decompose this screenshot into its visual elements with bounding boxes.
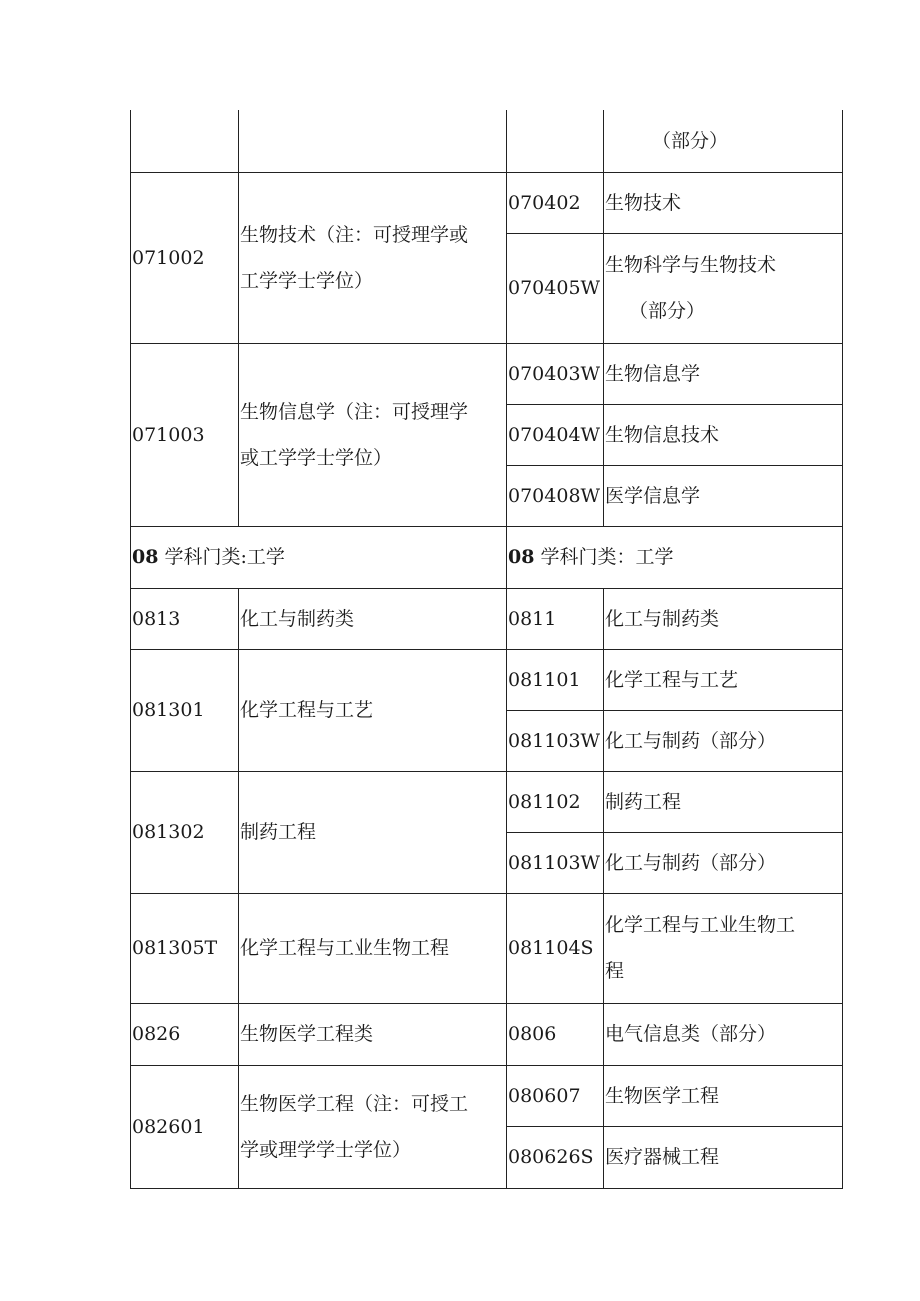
new-code-cell: 071003 [131, 343, 239, 526]
old-code-cell: 070405W [507, 233, 604, 343]
new-name-line: 工学学士学位） [240, 269, 374, 292]
new-name-line: 学或理学学士学位） [240, 1138, 412, 1161]
new-name-cell [239, 172, 507, 343]
new-name-line: 生物医学工程（注：可授工 [240, 1092, 469, 1115]
new-category-cell [131, 526, 507, 588]
old-name-cell [604, 893, 843, 1003]
new-name-line: 或工学学士学位） [240, 446, 393, 469]
old-name-cell: 生物医学工程 [604, 1065, 843, 1126]
table-row [131, 588, 843, 649]
old-name-cell [604, 233, 843, 343]
old-code-cell: 080626S [507, 1126, 604, 1188]
old-code-cell: 080607 [507, 1065, 604, 1126]
old-name-cell: 生物技术 [604, 172, 843, 233]
new-code-cell [131, 110, 239, 172]
new-code-cell: 0813 [131, 588, 239, 649]
old-code-cell: 081103W [507, 710, 604, 771]
new-code-cell: 082601 [131, 1065, 239, 1188]
table-row [131, 649, 843, 710]
table-row [131, 110, 843, 172]
new-code-cell: 081302 [131, 771, 239, 893]
new-name-cell: 化学工程与工艺 [239, 649, 507, 771]
table-row [131, 1065, 843, 1126]
old-code-cell: 0806 [507, 1003, 604, 1065]
category-label: 学科门类：工学 [540, 546, 674, 568]
category-code: 08 [132, 546, 159, 568]
new-name-cell [239, 1065, 507, 1188]
new-name-cell: 化工与制药类 [239, 588, 507, 649]
new-name-line: 生物技术（注：可授理学或 [240, 223, 469, 246]
new-code-cell: 081305T [131, 893, 239, 1003]
old-name-cell [604, 110, 843, 172]
old-name-cell: 医疗器械工程 [604, 1126, 843, 1188]
old-code-cell: 0811 [507, 588, 604, 649]
new-name-cell [239, 343, 507, 526]
new-name-cell: 制药工程 [239, 771, 507, 893]
old-name-line: 化学工程与工业生物工 [605, 914, 796, 936]
old-name-cell: 电气信息类（部分） [604, 1003, 843, 1065]
old-name-line: （部分） [629, 300, 706, 322]
new-name-cell: 化学工程与工业生物工程 [239, 893, 507, 1003]
old-code-cell: 081102 [507, 771, 604, 832]
table-row [131, 172, 843, 233]
old-name-line: 生物科学与生物技术 [605, 254, 777, 276]
old-name-text: （部分） [652, 129, 729, 152]
table-row [131, 893, 843, 1003]
table-row [131, 343, 843, 404]
old-name-line: 程 [605, 960, 625, 982]
old-name-cell: 制药工程 [604, 771, 843, 832]
old-code-cell [507, 110, 604, 172]
new-name-cell: 生物医学工程类 [239, 1003, 507, 1065]
new-code-cell: 071002 [131, 172, 239, 343]
old-code-cell: 070404W [507, 404, 604, 465]
category-code: 08 [508, 546, 535, 568]
major-mapping-table [130, 110, 843, 1189]
category-label: 学科门类:工学 [164, 546, 285, 568]
old-code-cell: 070402 [507, 172, 604, 233]
old-name-cell: 化工与制药（部分） [604, 710, 843, 771]
old-name-cell: 化工与制药类 [604, 588, 843, 649]
old-name-cell: 生物信息技术 [604, 404, 843, 465]
old-code-cell: 070408W [507, 465, 604, 526]
old-category-cell [507, 526, 843, 588]
table-row [131, 1003, 843, 1065]
old-code-cell: 081101 [507, 649, 604, 710]
old-name-cell: 化学工程与工艺 [604, 649, 843, 710]
old-name-cell: 医学信息学 [604, 465, 843, 526]
category-row [131, 526, 843, 588]
new-name-cell [239, 110, 507, 172]
old-code-cell: 081104S [507, 893, 604, 1003]
old-name-cell: 化工与制药（部分） [604, 832, 843, 893]
old-code-cell: 070403W [507, 343, 604, 404]
old-code-cell: 081103W [507, 832, 604, 893]
table-row [131, 771, 843, 832]
old-name-cell: 生物信息学 [604, 343, 843, 404]
new-code-cell: 0826 [131, 1003, 239, 1065]
new-code-cell: 081301 [131, 649, 239, 771]
new-name-line: 生物信息学（注：可授理学 [240, 400, 469, 423]
